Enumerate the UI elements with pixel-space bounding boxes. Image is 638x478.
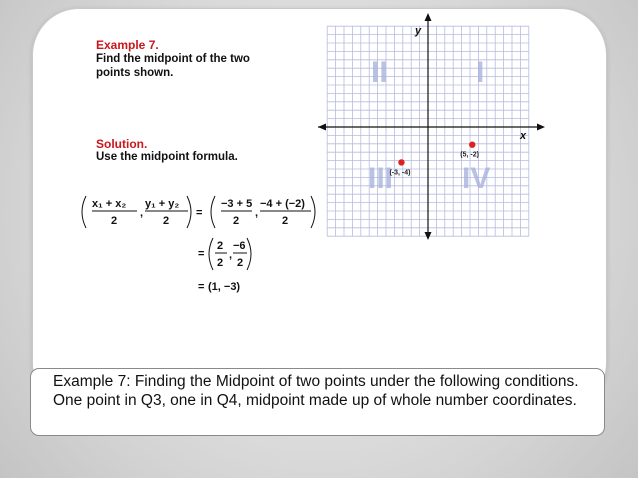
svg-text:=: = xyxy=(198,248,205,260)
problem-line-2: points shown. xyxy=(96,67,174,79)
svg-text:,: , xyxy=(255,207,259,219)
svg-text:,: , xyxy=(229,249,233,261)
problem-line-1: Find the midpoint of the two xyxy=(96,53,250,65)
svg-text:=: = xyxy=(196,207,203,219)
example-title: Example 7. xyxy=(96,38,159,52)
point-marker-2 xyxy=(469,142,475,148)
point-marker-1 xyxy=(398,159,404,165)
quadrant-II-label: II xyxy=(371,56,388,89)
quadrant-IV-label: IV xyxy=(462,162,491,195)
step2-den-x: 2 xyxy=(217,257,224,269)
point-label-1: (-3, -4) xyxy=(389,169,411,177)
general-den-x: 2 xyxy=(111,215,118,227)
y-axis-label: y xyxy=(415,25,422,37)
general-num-y: y₁ + y₂ xyxy=(145,198,180,210)
svg-text:=: = xyxy=(198,281,205,293)
point-label-2: (5, -2) xyxy=(460,151,479,159)
step2-den-y: 2 xyxy=(237,257,244,269)
step2-num-y: −6 xyxy=(233,240,246,252)
sub-den-y: 2 xyxy=(282,215,289,227)
sub-num-x: −3 + 5 xyxy=(221,198,253,210)
caption-box xyxy=(30,368,605,436)
caption-text: Example 7: Finding the Midpoint of two points under the following conditions. One point in Q3, one in Q4, midpoint made up of whole number coordinates. xyxy=(53,373,579,409)
result: (1, −3) xyxy=(208,281,241,293)
svg-text:,: , xyxy=(140,207,144,219)
general-den-y: 2 xyxy=(163,215,170,227)
x-axis-label: x xyxy=(520,130,527,142)
solution-title: Solution. xyxy=(96,137,148,151)
step2-num-x: 2 xyxy=(217,240,224,252)
sub-den-x: 2 xyxy=(233,215,240,227)
solution-line-1: Use the midpoint formula. xyxy=(96,151,238,163)
quadrant-III-label: III xyxy=(368,162,394,195)
y-axis-arrow-up xyxy=(425,13,432,21)
x-axis-arrow-left xyxy=(318,124,326,131)
general-num-x: x₁ + x₂ xyxy=(92,198,127,210)
x-axis-arrow-right xyxy=(537,124,545,131)
sub-num-y: −4 + (−2) xyxy=(260,198,305,210)
quadrant-I-label: I xyxy=(476,56,485,89)
